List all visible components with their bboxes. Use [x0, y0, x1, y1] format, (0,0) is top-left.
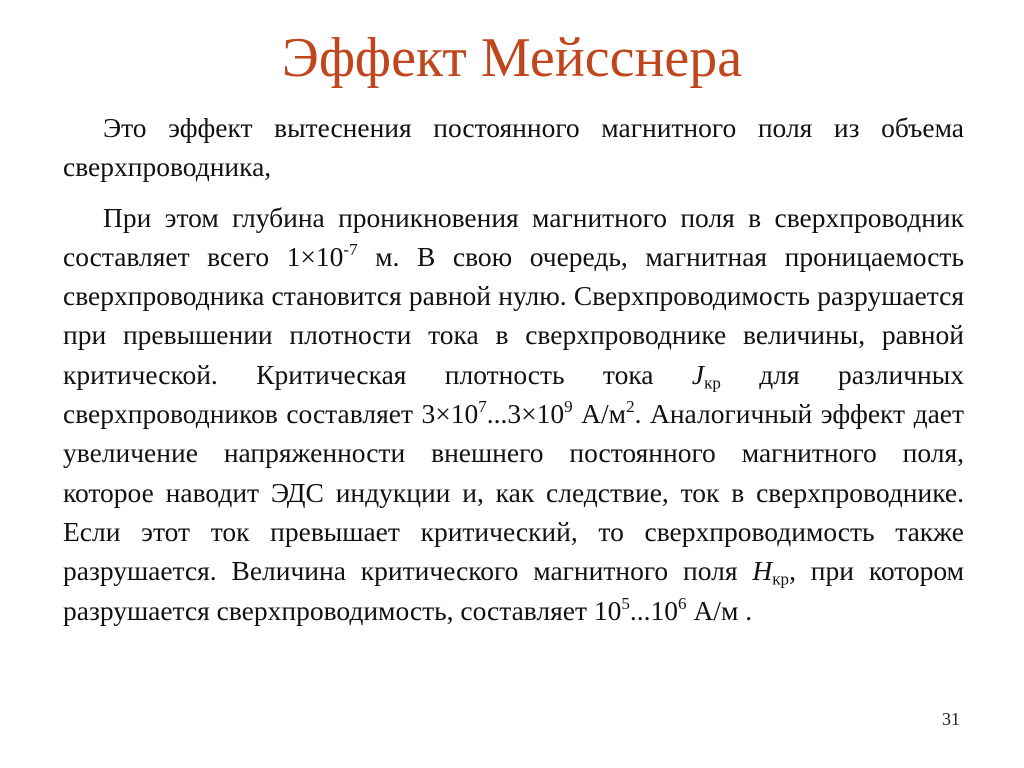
text-field-range-start: , при котором разрушается сверхпроводимость, составляет 10	[63, 555, 964, 626]
text-field-range-mid: ...10	[629, 594, 679, 626]
paragraph-text: Это эффект вытеснения постоянного магнитного поля из объема сверхпроводника,	[63, 112, 964, 183]
exponent-field-high: 6	[678, 593, 687, 613]
page-number: 31	[942, 709, 960, 729]
exponent-current-low: 7	[478, 397, 487, 416]
paragraph-critical-values	[63, 198, 964, 630]
exponent-depth: -7	[343, 239, 358, 259]
critical-current-density-symbol: J	[691, 358, 705, 390]
text-permeability-current: м. В свою очередь, магнитная проницаемость сверхпроводника становится равной нулю. Сверхпроводимость разрушается при превышении плотности тока в сверхпроводнике величины, равной критической. Критическая плотность тока	[63, 240, 964, 390]
exponent-current-high: 9	[564, 397, 573, 416]
slide-title: Эффект Мейсснера	[281, 27, 743, 89]
text-current-range-start: для различных сверхпроводников составляет 3×10	[63, 358, 964, 430]
text-current-range-mid: ...3×10	[486, 398, 565, 430]
text-current-unit: А/м	[572, 398, 627, 430]
exponent-unit-square: 2	[626, 397, 635, 416]
text-penetration-depth: При этом глубина проникновения магнитного поля в сверхпроводник составляет всего 1×10	[63, 201, 964, 272]
critical-current-density-subscript: кр	[704, 373, 721, 393]
slide-body	[63, 108, 964, 630]
text-magnetic-field-effect: . Аналогичный эффект дает увеличение напряженности внешнего постоянного магнитного поля, которое наводит ЭДС индукции и, как следствие, ток в сверхпроводнике. Если этот ток превышает критический, то сверхпроводимость также разрушается. Величина критического магнитного поля	[63, 398, 964, 587]
paragraph-meissner-definition	[63, 108, 964, 187]
text-field-unit: А/м .	[686, 594, 753, 626]
exponent-field-low: 5	[621, 593, 630, 613]
critical-field-symbol: H	[752, 555, 773, 587]
critical-field-subscript: кр	[772, 569, 790, 589]
